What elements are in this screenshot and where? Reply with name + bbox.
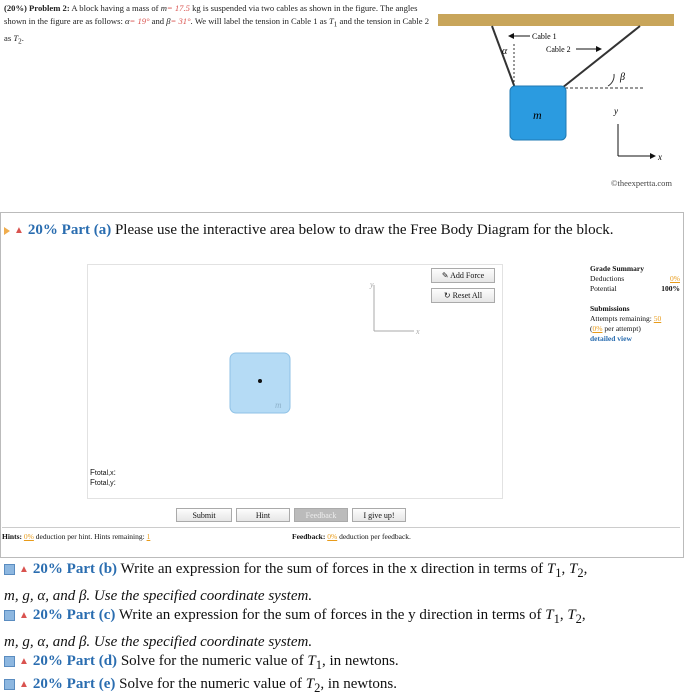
hints-text: deduction per hint. Hints remaining: xyxy=(35,532,145,541)
t1-sub: 1 xyxy=(553,612,560,626)
t2-sub: 2 xyxy=(575,612,582,626)
cable1-label: Cable 1 xyxy=(532,32,557,41)
warning-icon: ▲ xyxy=(14,224,24,236)
part-c-text: Write an expression for the sum of forces in the y direction in terms of xyxy=(118,607,542,623)
alpha-label: α xyxy=(502,46,508,57)
t2-sub: 2 xyxy=(314,681,321,695)
feedback-label: Feedback: xyxy=(292,532,326,541)
feedback-info xyxy=(292,528,411,545)
block-label: m xyxy=(533,108,542,122)
hints-pct: 0% xyxy=(23,532,34,541)
t2-sub: 2 xyxy=(18,37,22,46)
problem-label: (20%) Problem 2: xyxy=(4,3,70,13)
feedback-pct: 0% xyxy=(327,532,338,541)
submit-button[interactable]: Submit xyxy=(176,508,232,522)
per-attempt-pct: 0% xyxy=(592,324,603,333)
beta-arc xyxy=(608,74,614,86)
part-e-end: , in newtons. xyxy=(320,676,397,692)
grade-title: Grade Summary xyxy=(590,264,644,273)
part-icon xyxy=(4,610,15,621)
t1-var: T xyxy=(546,561,556,577)
part-e[interactable] xyxy=(4,673,680,700)
part-a-text: Please use the interactive area below to draw the Free Body Diagram for the block. xyxy=(114,222,614,238)
separator: , xyxy=(581,607,586,623)
t1-sub: 1 xyxy=(555,566,562,580)
hint-button[interactable]: Hint xyxy=(236,508,290,522)
t1-sub: 1 xyxy=(333,20,338,29)
ftotal-y-symbol: F xyxy=(90,478,95,487)
beta-label: β xyxy=(620,72,625,83)
deductions-value: 0% xyxy=(670,274,680,283)
part-c-pct: 20% Part (c) xyxy=(32,607,116,623)
reset-all-button[interactable] xyxy=(431,288,495,303)
cable-2 xyxy=(562,26,640,88)
part-a-pct: 20% Part (a) xyxy=(27,222,112,238)
canvas-block-label: m xyxy=(275,400,282,410)
alpha-var: α xyxy=(125,16,130,26)
separator: , xyxy=(561,561,566,577)
mass-value: = 17.5 xyxy=(166,3,190,13)
y-axis-label: y xyxy=(614,106,618,116)
cable2-label: Cable 2 xyxy=(546,45,571,54)
and-text: and xyxy=(151,16,165,26)
problem-text-3: . We will label the tension in Cable 1 as xyxy=(190,16,327,26)
t1-var: T xyxy=(307,653,316,669)
submissions-title: Submissions xyxy=(590,304,630,313)
ftotal-x-symbol: F xyxy=(90,468,95,477)
separator: , xyxy=(583,561,588,577)
part-e-pct: 20% Part (e) xyxy=(32,676,116,692)
t2-var: T xyxy=(305,676,315,692)
cable1-arrowhead xyxy=(508,33,514,39)
ftotal-readout: Ftotal,x: Ftotal,y: xyxy=(90,468,116,487)
part-d-text: Solve for the numeric value of xyxy=(120,653,304,669)
ftotal-y-sub: total,y xyxy=(94,480,114,487)
part-e-text: Solve for the numeric value of xyxy=(119,676,302,692)
problem-statement xyxy=(4,2,432,48)
hints-label: Hints: xyxy=(2,532,23,541)
problem-figure xyxy=(430,4,682,182)
grade-summary: Grade Summary Deductions 0% Potential 100% Submissions Attempts remaining: 50 (0% per attempt) detailed view xyxy=(590,264,680,343)
hints-remaining: 1 xyxy=(146,532,151,541)
potential-label: Potential xyxy=(590,284,617,293)
part-icon xyxy=(4,656,15,667)
part-b-vars: m, g, α, and β. Use the specified coordinate system. xyxy=(4,588,313,604)
part-d-pct: 20% Part (d) xyxy=(32,653,118,669)
ftotal-x-sub: total,x xyxy=(94,470,114,477)
mass-var: m xyxy=(160,3,167,13)
attempts-value: 50 xyxy=(653,314,662,323)
per-attempt-text: per attempt) xyxy=(604,324,641,333)
pencil-icon: ✎ xyxy=(441,271,449,280)
problem-text-2: kg is suspended via two cables as shown in the figure. The angles shown in the figure are as follows: xyxy=(4,3,418,26)
warning-icon: ▲ xyxy=(19,656,29,668)
warning-icon: ▲ xyxy=(19,679,29,691)
beta-value: = 31° xyxy=(170,16,191,26)
hints-bar xyxy=(2,527,680,545)
problem-text: A block having a mass of xyxy=(71,3,159,13)
warning-icon: ▲ xyxy=(19,610,29,622)
block-center-dot xyxy=(258,379,262,383)
period: . xyxy=(21,32,24,43)
add-force-label: Add Force xyxy=(450,271,485,280)
deductions-label: Deductions xyxy=(590,274,625,283)
part-icon xyxy=(4,679,15,690)
part-icon xyxy=(4,564,15,575)
t1-var: T xyxy=(545,607,554,623)
t2-var: T xyxy=(13,32,19,43)
expand-triangle-icon[interactable] xyxy=(4,227,10,235)
part-c[interactable] xyxy=(4,604,680,654)
canvas-y-label: y xyxy=(370,280,374,289)
part-b-text: Write an expression for the sum of forces in the x direction in terms of xyxy=(120,561,544,577)
copyright-credit: ©theexpertta.com xyxy=(611,178,672,188)
attempts-label: Attempts remaining: xyxy=(590,314,652,323)
x-arrowhead xyxy=(650,153,656,159)
reset-all-label: Reset All xyxy=(452,291,483,300)
cable2-arrowhead xyxy=(596,46,602,52)
alpha-value: = 19° xyxy=(129,16,150,26)
feedback-text: deduction per feedback. xyxy=(339,532,411,541)
ceiling xyxy=(438,14,674,26)
part-c-vars: m, g, α, and β. Use the specified coordinate system. xyxy=(4,634,313,650)
problem-text-4: and the tension in Cable 2 as xyxy=(4,16,430,43)
beta-var: β xyxy=(166,16,171,26)
t1-var: T xyxy=(328,16,334,26)
t2-var: T xyxy=(569,561,578,577)
warning-icon: ▲ xyxy=(19,564,29,576)
give-up-button[interactable]: I give up! xyxy=(352,508,406,522)
separator: , xyxy=(559,607,564,623)
canvas-x-label: x xyxy=(416,327,420,336)
t2-var: T xyxy=(567,607,576,623)
x-axis-label: x xyxy=(658,152,662,162)
part-b[interactable] xyxy=(4,558,680,608)
part-b-pct: 20% Part (b) xyxy=(32,561,118,577)
reset-icon: ↻ xyxy=(443,291,451,300)
feedback-button: Feedback xyxy=(294,508,348,522)
detailed-view-link[interactable]: detailed view xyxy=(590,334,632,343)
add-force-button[interactable] xyxy=(431,268,495,283)
potential-value: 100% xyxy=(661,284,680,293)
part-d-end: , in newtons. xyxy=(322,653,399,669)
part-a-title xyxy=(4,220,676,241)
t1-sub: 1 xyxy=(315,658,323,672)
t2-sub: 2 xyxy=(577,566,584,580)
